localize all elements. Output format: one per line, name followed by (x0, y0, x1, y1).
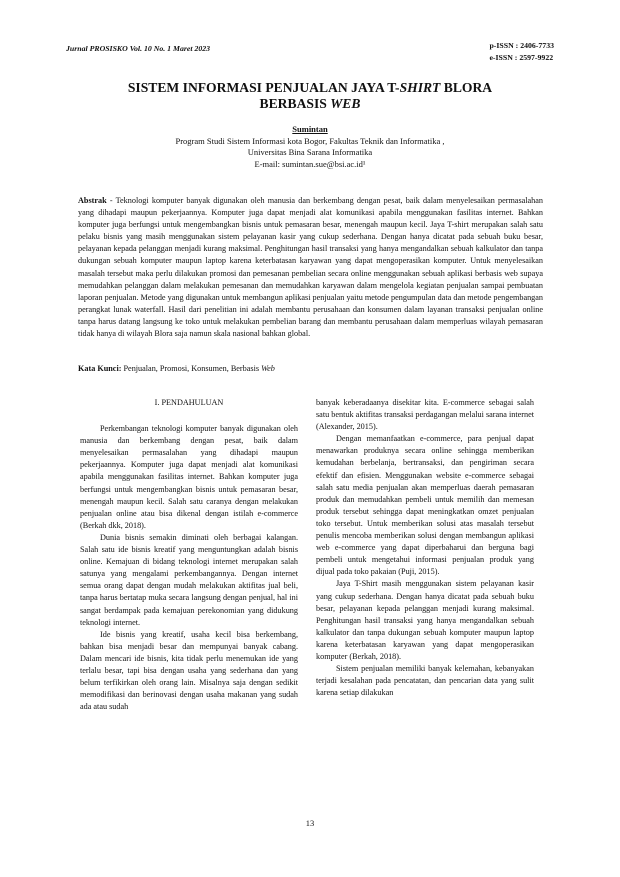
journal-header: Jurnal PROSISKO Vol. 10 No. 1 Maret 2023 (66, 44, 211, 53)
paragraph: Perkembangan teknologi komputer banyak digunakan oleh manusia dan berkembang dengan pesat, baik dalam menyelesaikan permasalahan yang dihadapi maupun pekerjaannya. Komputer juga dapat menjadi alat komunikasi apabila menggunakan fasilitas internet. Bahkan komputer juga berfungsi untuk mengembangkan bisnis untuk pemasaran besar, menengah maupun kecil. Salah satu caranya dengan melakukan penjualan online atau bisa dikenal dengan istilah e-commerce (Berkah dkk, 2018). (80, 424, 298, 530)
keywords-label: Kata Kunci: (78, 364, 122, 373)
eissn: e-ISSN : 2597-9922 (489, 53, 554, 62)
paragraph: banyak keberadaanya disekitar kita. E-commerce sebagai salah satu bentuk aktifitas transaksi perdagangan melalui sarana internet (Alexander, 2015). (316, 398, 534, 432)
affiliation: Program Studi Sistem Informasi kota Bogor, Fakultas Teknik dan Informatika , (175, 135, 445, 146)
abstract-text: - Teknologi komputer banyak digunakan oleh manusia dan berkembang dengan pesat, baik dalam menyelesaikan permasalahan yang dihadapi maupun pekerjaannya. Komputer juga dapat menjadi alat komunikasi apabila menggunakan fasilitas internet. Bahkan komputer juga berfungsi untuk mengembangkan bisnis untuk pemasaran besar, menengah maupun kecil. Jaya T-shirt merupakan salah satu pelaku bisnis yang masih menggunakan sistem pelayanan kasir yang cukup sederhana. Dengan hanya dicatat pada sebuah buku besar, pelayanan kepada pelanggan menjadi kurang maksimal. Penghitungan hasil transaksi yang hanya mengandalkan sebuah kalkulator dan tanpa dukungan sebuah komputer maupun laptop karena keterbatasan karyawan yang dapat mengoperasikan komputer. Untuk menyelesaikan masalah tersebut maka perlu dilakukan promosi dan pemesanan pembelian secara online menggunakan sebuah aplikasi berbasis web supaya memudahkan pelanggan dalam melakukan pemesanan dan memudahkan karyawan dalam mengelola kegiatan penjualan sampai pembuatan laporan penjualan. Metode yang digunakan untuk membangun aplikasi penjualan yaitu metode pengumpulan data dan metode pengembangan perangkat lunak waterfall. Hasil dari penelitian ini adalah membantu perusahaan dan konsumen dalam layanan transaksi penjualan online tanpa harus datang langsung ke toko untuk melakukan pembelian barang dan membantu perusahaan dalam memperluas wilayah pemasaran tidak hanya di wilayah Blora saja namun skala nasional bahkan global. (78, 196, 543, 339)
left-column (80, 397, 298, 713)
author-email: E-mail: sumintan.sue@bsi.ac.id¹ (254, 158, 366, 169)
title-italic: SHIRT (399, 80, 441, 95)
issn-block (489, 40, 554, 64)
paragraph: Dengan memanfaatkan e-commerce, para penjual dapat menawarkan produknya secara online sehingga memberikan kemudahan berbelanja, bertransaksi, dan pengiriman secara efektif dan efisien. Menggunakan website e-commerce sebagai salah satu media penjualan akan memperluas daerah pemasaran produk dan memudahkan pembeli untuk memilih dan memesan produk tersebut sehingga dapat meningkatkan omzet penjualan toko tersebut. Untuk memberikan solusi atas masalah tersebut penulis mencoba memberikan solusi dengan membangun aplikasi web e-commerce yang dapat diperbaharui dan berguna bagi pembeli untuk mengetahui informasi penjualan produk yang dijual pada toko pakaian (Puji, 2015). (316, 434, 534, 577)
paragraph: Ide bisnis yang kreatif, usaha kecil bisa berkembang, bahkan bisa menjadi besar dan mempunyai banyak cabang. Dalam mencari ide bisnis, kita tidak perlu menemukan ide yang terlalu besar, tapi bisa dengan usaha yang sederhana dan yang belum terfikirkan oleh orang lain. Misalnya saja dengan sedikit memodifikasi dan berinovasi dengan usaha makanan yang sudah ada atau sudah (80, 629, 298, 712)
keywords-italic: Web (261, 364, 275, 373)
paper-title (60, 80, 560, 112)
title-part: BERBASIS (259, 96, 331, 111)
paragraph: Jaya T-Shirt masih menggunakan sistem pelayanan kasir yang cukup sederhana. Dengan hanya dicatat pada sebuah buku besar, pelayanan kepada pelanggan menjadi kurang maksimal. Penghitungan hasil transaksi yang hanya mengandalkan sebuah kalkulator dan tanpa dukungan sebuah komputer maupun laptop karena keterbatasan karyawan yang dapat mengoperasikan komputer (Berkah, 2018). (316, 579, 534, 661)
section-heading: I. PENDAHULUAN (154, 398, 224, 407)
title-part: BLORA (440, 80, 493, 95)
abstract-label: Abstrak (78, 196, 107, 205)
keywords (78, 364, 543, 373)
abstract (78, 195, 543, 340)
keywords-text: Penjualan, Promosi, Konsumen, Berbasis (121, 364, 262, 373)
author-name: Sumintan (292, 124, 328, 134)
page-number: 13 (305, 818, 315, 828)
right-column (316, 397, 534, 699)
paragraph: Dunia bisnis semakin diminati oleh berbagai kalangan. Salah satu ide bisnis kreatif yang menguntungkan adalah bisnis online. Kemajuan di bidang teknologi internet merupakan salah satunya yang mengalami perkembangannya. Dengan internet semua orang dapat dengan mudah melakukan aktifitas jual beli, tanpa harus bertatap muka secara langsung dengan penjual, hal ini sangat berdampak pada kemajuan perekonomian yang didukung teknologi internet. (80, 532, 298, 627)
title-part: SISTEM INFORMASI PENJUALAN JAYA T- (127, 80, 400, 95)
author-block (60, 124, 560, 170)
pissn: p-ISSN : 2406-7733 (489, 41, 554, 50)
title-italic: WEB (330, 96, 361, 111)
affiliation: Universitas Bina Sarana Informatika (247, 147, 373, 158)
paragraph: Sistem penjualan memiliki banyak kelemahan, kebanyakan terjadi kesalahan pada pencatatan, dan pencarian data yang sulit karena setiap dilakukan (316, 664, 534, 698)
